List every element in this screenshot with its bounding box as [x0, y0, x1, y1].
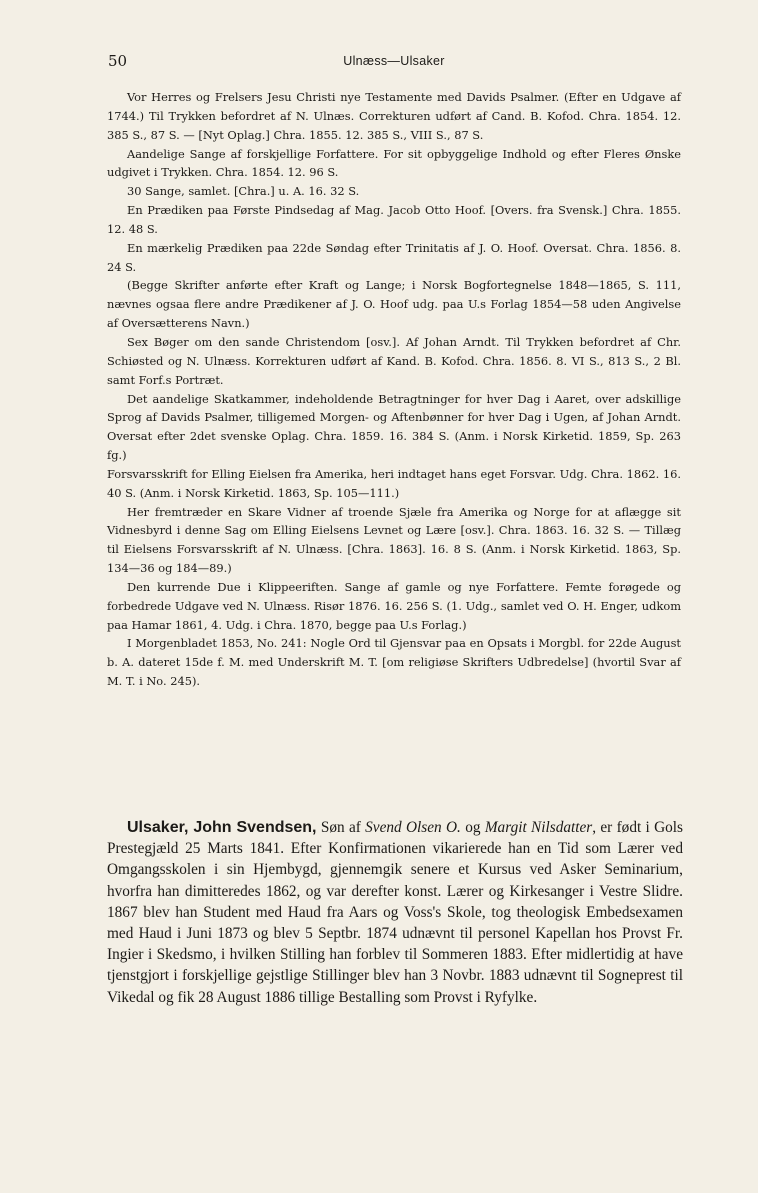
bibliography-note: (Begge Skrifter anførte efter Kraft og Lange; i Norsk Bogfortegnelse 1848—1865, S. 111, nævnes ogsaa flere andre Prædikener af J. O. Hoof udg. paa U.s Forlag 1854—58 uden Angivelse af Oversætterens Navn.): [107, 278, 681, 331]
bibliography-entry: En Prædiken paa Første Pindsedag af Mag. Jacob Otto Hoof. [Overs. fra Svensk.] Chra. 1855. 12. 48 S.: [107, 203, 681, 236]
bibliography-entry: Aandelige Sange af forskjellige Forfattere. For sit opbyggelige Indhold og efter Fleres Ønske udgivet i Trykken. Chra. 1854. 12. 96 S.: [107, 146, 681, 180]
bibliography-entry: Sex Bøger om den sande Christendom [osv.]. Af Johan Arndt. Til Trykken befordret af Chr. Schiøsted og N. Ulnæss. Korrekturen udført af Kand. B. Kofod. Chra. 1856. 8. VI S., 813 S., 2 Bl. samt Forf.s Portræt.: [107, 334, 681, 387]
page-header: [108, 52, 680, 72]
biography-text: Søn af: [316, 819, 366, 836]
biography-text: , er født i Gols Prestegjæld 25 Marts 1841. Efter Konfirmationen vikarierede han en Tid som Lærer ved Omgangsskolen i sin Hjembygd, gjennemgik senere et Kursus ved Asker Seminarium, hvorfra han dimitteredes 1862, og var derefter konst. Lærer og Kirkesanger i Vestre Slidre. 1867 blev han Student med Haud fra Aars og Voss's Skole, tog theologisk Embedsexamen med Haud i Juni 1873 og blev 5 Septbr. 1874 udnævnt til personel Kapellan hos Provst Fr. Ingier i Skedsmo, i hvilken Stilling han forblev til Sommeren 1883. Efter midlertidig at have tjenstgjort i forskjellige gejstlige Stillinger blev han 3 Novbr. 1883 udnævnt til Sogneprest til Vikedal og fik 28 August 1886 tillige Bestalling som Provst i Ryfylke.: [107, 819, 684, 1006]
biography-paragraph: [107, 817, 683, 1008]
page-number: 50: [108, 52, 128, 70]
bibliography-entry: Det aandelige Skatkammer, indeholdende Betragtninger for hver Dag i Aaret, over adskillige Sprog af Davids Psalmer, tilligemed Morgen- og Aftenbønner for hver Dag i Ugen, af Johan Arndt. Oversat efter 2det svenske Oplag. Chra. 1859. 16. 384 S. (Anm. i Norsk Kirketid. 1859, Sp. 263 fg.): [107, 391, 681, 463]
bibliography-entry: Vor Herres og Frelsers Jesu Christi nye Testamente med Davids Psalmer. (Efter en Udgave af 1744.) Til Trykken befordret af N. Ulnæs. Correkturen udført af Cand. B. Kofod. Chra. 1854. 12. 385 S., 87 S. — [Nyt Oplag.] Chra. 1855. 12. 385 S., VIII S., 87 S.: [107, 90, 681, 142]
bibliography-entry: Den kurrende Due i Klippeeriften. Sange af gamle og nye Forfattere. Femte forøgede og forbedrede Udgave ved N. Ulnæss. Risør 1876. 16. 256 S. (1. Udg., samlet ved O. H. Enger, udkom paa Hamar 1861, 4. Udg. i Chra. 1870, begge paa U.s Forlag.): [107, 579, 681, 632]
mother-name: Margit Nilsdatter: [484, 819, 593, 836]
bibliography-list: [107, 88, 681, 691]
biography-text: og: [460, 819, 485, 836]
bibliography-entry: En mærkelig Prædiken paa 22de Søndag efter Trinitatis af J. O. Hoof. Oversat. Chra. 1856. 8. 24 S.: [107, 240, 681, 274]
bibliography-entry: 30 Sange, samlet. [Chra.] u. A. 16. 32 S.: [127, 184, 360, 199]
biography-entry: [107, 817, 683, 1008]
bibliography-entry: I Morgenbladet 1853, No. 241: Nogle Ord til Gjensvar paa en Opsats i Morgbl. for 22de August b. A. dateret 15de f. M. med Underskrift M. T. [om religiøse Skrifters Udbredelse] (hvortil Svar af M. T. i No. 245).: [107, 636, 681, 689]
running-head: Ulnæss—Ulsaker: [343, 54, 445, 68]
father-name: Svend Olsen O.: [365, 819, 461, 836]
section-divider: [330, 808, 430, 809]
entry-name: Ulsaker, John Svendsen,: [127, 819, 317, 836]
bibliography-entry: Forsvarsskrift for Elling Eielsen fra Amerika, heri indtaget hans eget Forsvar. Udg. Chra. 1862. 16. 40 S. (Anm. i Norsk Kirketid. 1863, Sp. 105—111.): [107, 466, 681, 500]
bibliography-entry: Her fremtræder en Skare Vidner af troende Sjæle fra Amerika og Norge for at aflægge sit Vidnesbyrd i denne Sag om Elling Eielsens Levnet og Lære [osv.]. Chra. 1863. 16. 32 S. — Tillæg til Eielsens Forsvarsskrift af N. Ulnæss. [Chra. 1863]. 16. 8 S. (Anm. i Norsk Kirketid. 1863, Sp. 134—36 og 184—89.): [107, 504, 681, 576]
